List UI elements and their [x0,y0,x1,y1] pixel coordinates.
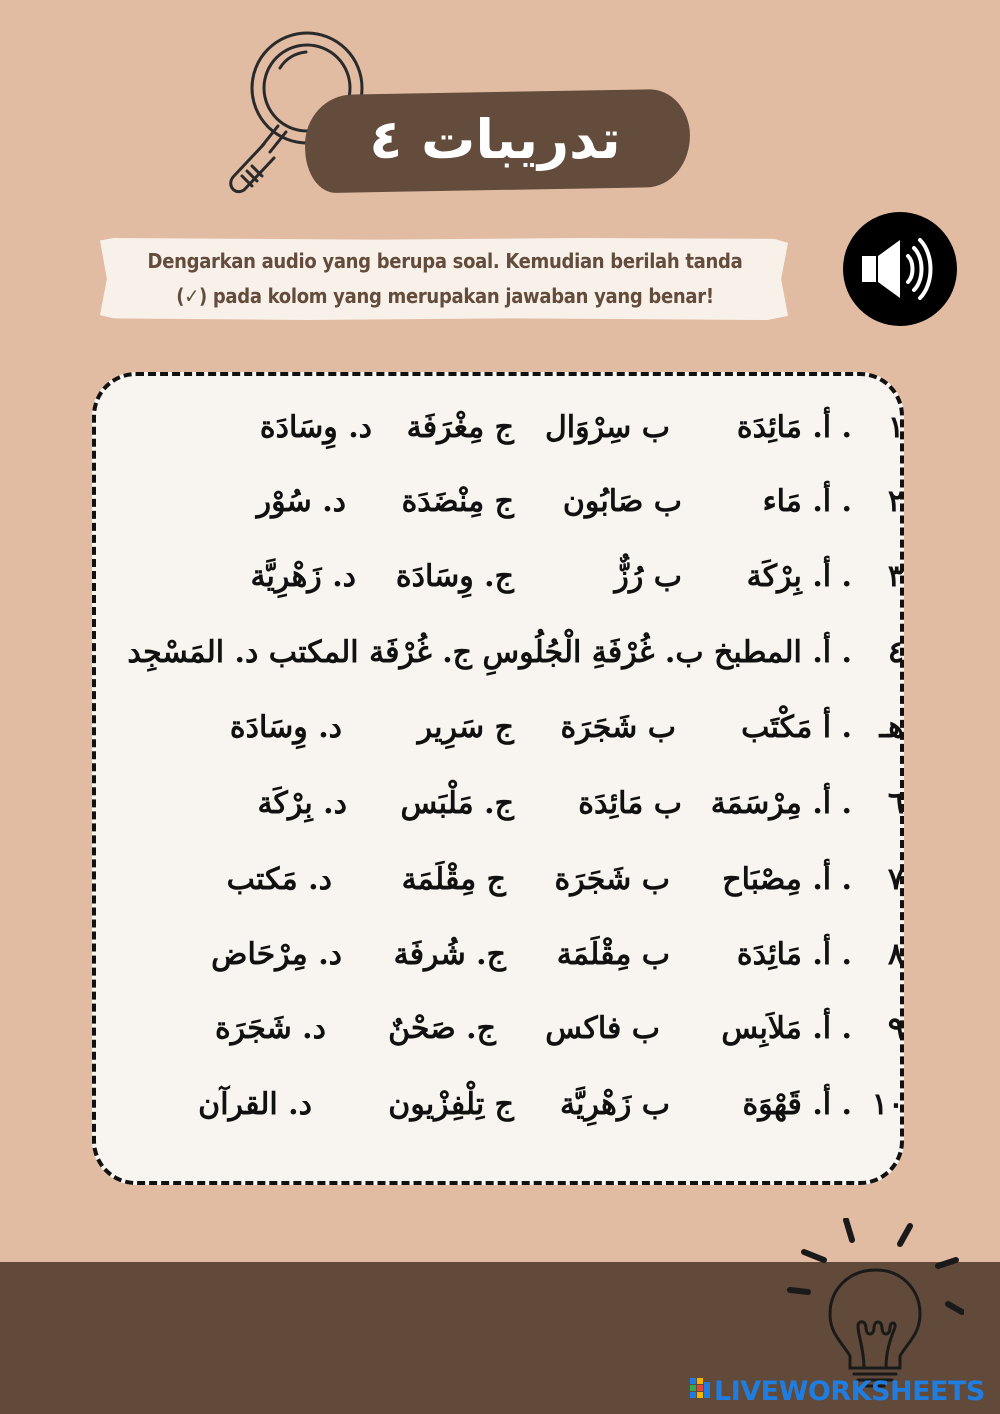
lightbulb-icon [778,1218,964,1388]
option-c[interactable]: ج تِلْفِزْيون [388,1087,514,1122]
option-d[interactable]: د. وِسَادَة [229,710,342,745]
option-a[interactable]: . أ. قَهْوَة [742,1087,852,1122]
question-number: ٩ [887,1011,904,1046]
option-d[interactable]: د. مَكتب [226,862,332,897]
speaker-icon [860,234,940,304]
option-a[interactable]: . أ مَكْتَب [741,710,852,745]
option-a[interactable]: . أ. المطبخ ب. غُرْفَةِ الْجُلُوسِ ج. غُرْفَة المكتب د. المَسْجِد [127,635,852,670]
brand-name: LIVEWORKSHEETS [714,1375,985,1407]
option-b[interactable]: ب زَهْرِيَّة [560,1087,670,1122]
question-number: ٧ [887,862,904,897]
question-number: ٨ [887,937,904,972]
option-c[interactable]: ج مِقْلَمَة [401,862,506,897]
option-b[interactable]: ب رُزٌّ [614,559,682,594]
audio-play-button[interactable] [843,212,957,326]
option-c[interactable]: ج سَرِير [417,710,514,745]
option-a[interactable]: . أ. بِرْكَة [746,559,852,594]
option-b[interactable]: ب فاكس [545,1011,660,1046]
question-number: ١ [887,410,904,445]
option-d[interactable]: د. سُوْر [256,484,346,519]
brand-logo[interactable] [690,1374,985,1408]
question-number: ١٠ [871,1087,904,1122]
option-c[interactable]: ج مِغْرَفَة [406,410,514,445]
option-b[interactable]: ب مَائِدَة [578,786,682,821]
question-number: ٦ [887,786,904,821]
page-title: تدريبات ٤ [369,108,621,171]
option-d[interactable]: د. مِرْحَاض [211,937,342,972]
option-d[interactable]: د. بِرْكَة [257,786,347,821]
option-d[interactable]: د. شَجَرَة [214,1011,326,1046]
option-c[interactable]: ج مِنْضَدَة [401,484,514,519]
option-d[interactable]: د. زَهْرِيَّة [250,559,356,594]
question-number: ٢ [887,484,904,519]
option-b[interactable]: ب شَجَرَة [560,710,676,745]
instruction-line-2: (✓) pada kolom yang merupakan jawaban yang benar! [176,284,714,308]
question-number: هـ [879,710,904,745]
question-number: ٤ [887,635,904,670]
option-a[interactable]: . أ. مَاء [762,484,852,519]
instruction-line-1: Dengarkan audio yang berupa soal. Kemudian berilah tanda [147,249,743,273]
option-c[interactable]: ج. صَحْنٌ [388,1011,496,1046]
instruction-text [130,244,760,316]
option-c[interactable]: ج. مَلْبَس [400,786,514,821]
option-b[interactable]: ب مِقْلَمَة [556,937,670,972]
option-d[interactable]: د. القرآن [198,1087,312,1122]
option-b[interactable]: ب سِرْوَال [545,410,670,445]
option-c[interactable]: ج. شُرفَة [393,937,506,972]
option-b[interactable]: ب شَجَرَة [554,862,670,897]
option-b[interactable]: ب صَابُون [562,484,682,519]
option-c[interactable]: ج. وِسَادَة [395,559,514,594]
option-a[interactable]: . أ. مِرْسَمَة [710,786,852,821]
option-a[interactable]: . أ. مِصْبَاح [722,862,852,897]
option-a[interactable]: . أ. مَائِدَة [736,937,852,972]
option-a[interactable]: . أ. مَائِدَة [736,410,852,445]
question-number: ٣ [887,559,904,594]
option-a[interactable]: . أ. مَلاَبِس [721,1011,852,1046]
option-d[interactable]: د. وِسَادَة [259,410,372,445]
liveworksheets-logo-icon [690,1378,710,1404]
